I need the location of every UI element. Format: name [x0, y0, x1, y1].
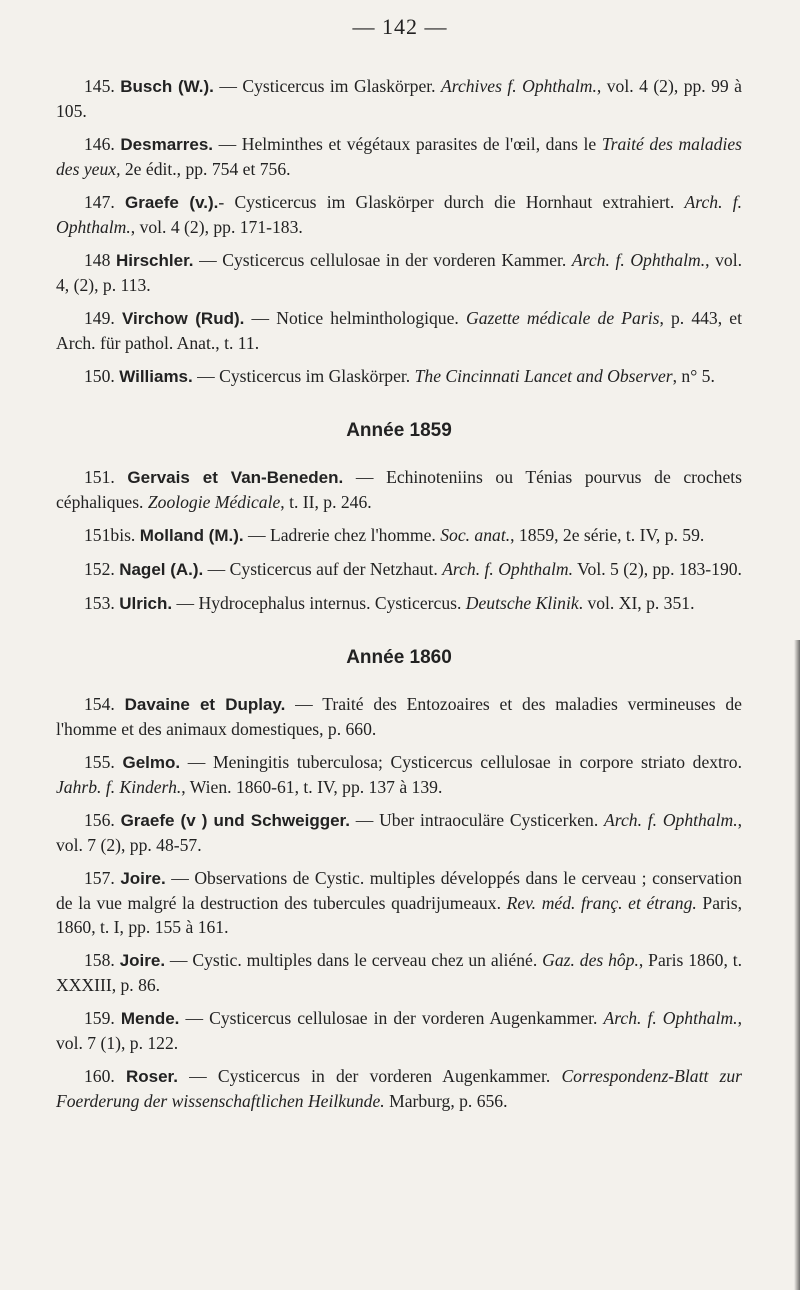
entry-details: , 1859, 2e série, t. IV, p. 59. — [510, 525, 705, 545]
entry-author: Hirschler. — [115, 251, 194, 270]
entry-journal: Arch. f. Ophthalm. — [604, 810, 738, 830]
bibliography-entry — [56, 1064, 742, 1113]
entry-author: Davaine et Duplay. — [124, 695, 286, 714]
entry-details: Marburg, p. 656. — [384, 1091, 508, 1111]
entry-number: 156. — [84, 810, 115, 830]
bibliography-entry — [56, 364, 742, 389]
entry-text: — Cysticercus auf der Netzhaut. — [203, 559, 438, 579]
entry-number: 152. — [84, 559, 115, 579]
entry-journal: Arch. f. Ophthalm. — [442, 559, 573, 579]
entry-author: Molland (M.). — [139, 526, 244, 545]
entry-journal: The Cincinnati Lancet and Observer — [414, 366, 673, 386]
entry-text: — Cystic. multiples dans le cerveau chez un aliéné. — [165, 950, 538, 970]
entry-author: Graefe (v ) und Schweigger. — [120, 811, 350, 830]
entry-journal: Zoologie Médicale — [147, 492, 281, 512]
entry-text: - Cysticercus im Glaskörper durch die Hornhaut extrahiert. — [218, 192, 675, 212]
entry-number: 158. — [84, 950, 115, 970]
entry-text: — Helminthes et végétaux parasites de l'œil, dans le — [213, 134, 597, 154]
entry-number: 157. — [84, 868, 115, 888]
entry-journal: Traité des maladies des yeux, — [56, 134, 743, 179]
entry-details: , Paris 1860, t. XXXIII, p. 86. — [56, 950, 743, 995]
bibliography-entry — [56, 750, 742, 799]
entry-number: 148 — [84, 250, 111, 270]
entry-author: Gervais et Van-Beneden. — [127, 468, 344, 487]
year-heading: Année 1859 — [346, 420, 452, 441]
entry-author: Gelmo. — [122, 753, 181, 772]
entry-journal: Soc. anat. — [440, 525, 511, 545]
entry-journal: Rev. méd. franç. et étrang. — [506, 893, 697, 913]
entry-journal: Jahrb. f. Kinderh. — [56, 777, 182, 797]
entry-details: , n° 5. — [672, 366, 715, 386]
entry-number: 151. — [84, 467, 115, 487]
entry-journal: Gaz. des hôp. — [542, 950, 639, 970]
bibliography-entry — [56, 866, 742, 939]
entry-author: Graefe (v.). — [125, 193, 219, 212]
entry-number: 153. — [84, 593, 115, 613]
bibliography-entry — [56, 465, 742, 514]
bibliography-entry — [56, 248, 742, 297]
entry-text: — Cysticercus im Glaskörper. — [192, 366, 411, 386]
entry-author: Roser. — [125, 1067, 178, 1086]
entry-text: — Hydrocephalus internus. Cysticercus. — [172, 593, 462, 613]
entry-details: Vol. 5 (2), pp. 183-190. — [573, 559, 742, 579]
entry-text: — Echinoteniins ou Ténias pourvus de crochets céphaliques. — [56, 467, 742, 512]
entry-number: 154. — [84, 694, 115, 714]
entry-details: , vol. 4, (2), p. 113. — [56, 250, 742, 295]
bibliography-content — [56, 74, 742, 1122]
entry-number: 147. — [84, 192, 115, 212]
entry-author: Ulrich. — [119, 594, 173, 613]
bibliography-entry — [56, 557, 742, 582]
entry-details: Paris, 1860, t. I, pp. 155 à 161. — [56, 893, 743, 937]
entry-details: , vol. 4 (2), pp. 99 à 105. — [56, 76, 742, 121]
entry-number: 145. — [84, 76, 115, 96]
bibliography-entry — [56, 692, 742, 741]
bibliography-entry — [56, 591, 742, 616]
entry-number: 150. — [84, 366, 115, 386]
entry-details: , p. 443, et Arch. für pathol. Anat., t. 11. — [56, 308, 742, 353]
entry-number: 146. — [84, 134, 115, 154]
entry-text: — Traité des Entozoaires et des maladies vermineuses de l'homme et des animaux domestiques, p. 660. — [56, 694, 742, 739]
entry-author: Nagel (A.). — [119, 560, 204, 579]
bibliography-entry — [56, 523, 742, 548]
entry-text: — Cysticercus cellulosae in der vorderen Kammer. — [193, 250, 567, 270]
entry-author: Joire. — [119, 951, 166, 970]
page-edge-shadow — [794, 640, 800, 1290]
entry-text: — Observations de Cystic. multiples développés dans le cerveau ; conservation de la vue malgré la destruction des tubercules quadrijumeaux. — [56, 868, 742, 913]
entry-text: — Ladrerie chez l'homme. — [243, 525, 436, 545]
entry-text: — Meningitis tuberculosa; Cysticercus cellulosae in corpore striato dextro. — [180, 752, 742, 772]
bibliography-entry — [56, 808, 742, 857]
entry-author: Williams. — [119, 367, 193, 386]
entry-journal: Gazette médicale de Paris — [465, 308, 660, 328]
entry-details: , t. II, p. 246. — [280, 492, 372, 512]
entry-author: Joire. — [120, 869, 166, 888]
bibliography-entry — [56, 132, 742, 181]
entry-journal: Deutsche Klinik — [465, 593, 579, 613]
entry-details: 2e édit., pp. 754 et 756. — [120, 159, 291, 179]
bibliography-entry — [56, 190, 742, 239]
bibliography-entry — [56, 948, 742, 997]
entry-author: Virchow (Rud). — [121, 309, 245, 328]
entry-number: 160. — [84, 1066, 115, 1086]
entry-text: — Cysticercus im Glaskörper. — [213, 76, 436, 96]
entry-details: , Wien. 1860-61, t. IV, pp. 137 à 139. — [181, 777, 443, 797]
entry-details: . vol. XI, p. 351. — [578, 593, 695, 613]
entry-number: 151bis. — [84, 525, 136, 545]
entry-journal: Arch. f. Ophthalm. — [603, 1008, 738, 1028]
entry-journal: Arch. f. Ophthalm. — [56, 192, 742, 237]
page-number: — 142 — — [352, 14, 448, 39]
entry-text: — Cysticercus cellulosae in der vorderen Augenkammer. — [179, 1008, 598, 1028]
entry-text: — Notice helminthologique. — [244, 308, 459, 328]
entry-text: — Uber intraoculäre Cysticerken. — [349, 810, 599, 830]
entry-details: , vol. 7 (1), p. 122. — [56, 1008, 742, 1053]
entry-details: , vol. 7 (2), pp. 48-57. — [56, 810, 742, 855]
bibliography-entry — [56, 1006, 742, 1055]
entry-author: Busch (W.). — [120, 77, 214, 96]
entry-details: , vol. 4 (2), pp. 171-183. — [130, 217, 303, 237]
year-heading: Année 1860 — [346, 647, 452, 668]
entry-author: Desmarres. — [120, 135, 214, 154]
bibliography-entry — [56, 306, 742, 355]
entry-number: 149. — [84, 308, 115, 328]
entry-journal: Arch. f. Ophthalm. — [571, 250, 706, 270]
entry-number: 155. — [84, 752, 115, 772]
bibliography-entry — [56, 74, 742, 123]
entry-text: — Cysticercus in der vorderen Augenkammer. — [177, 1066, 551, 1086]
entry-number: 159. — [84, 1008, 115, 1028]
entry-journal: Archives f. Ophthalm. — [441, 76, 597, 96]
entry-author: Mende. — [120, 1009, 180, 1028]
entry-journal: Correspondenz-Blatt zur Foerderung der wissenschaftlichen Heilkunde. — [56, 1066, 743, 1111]
